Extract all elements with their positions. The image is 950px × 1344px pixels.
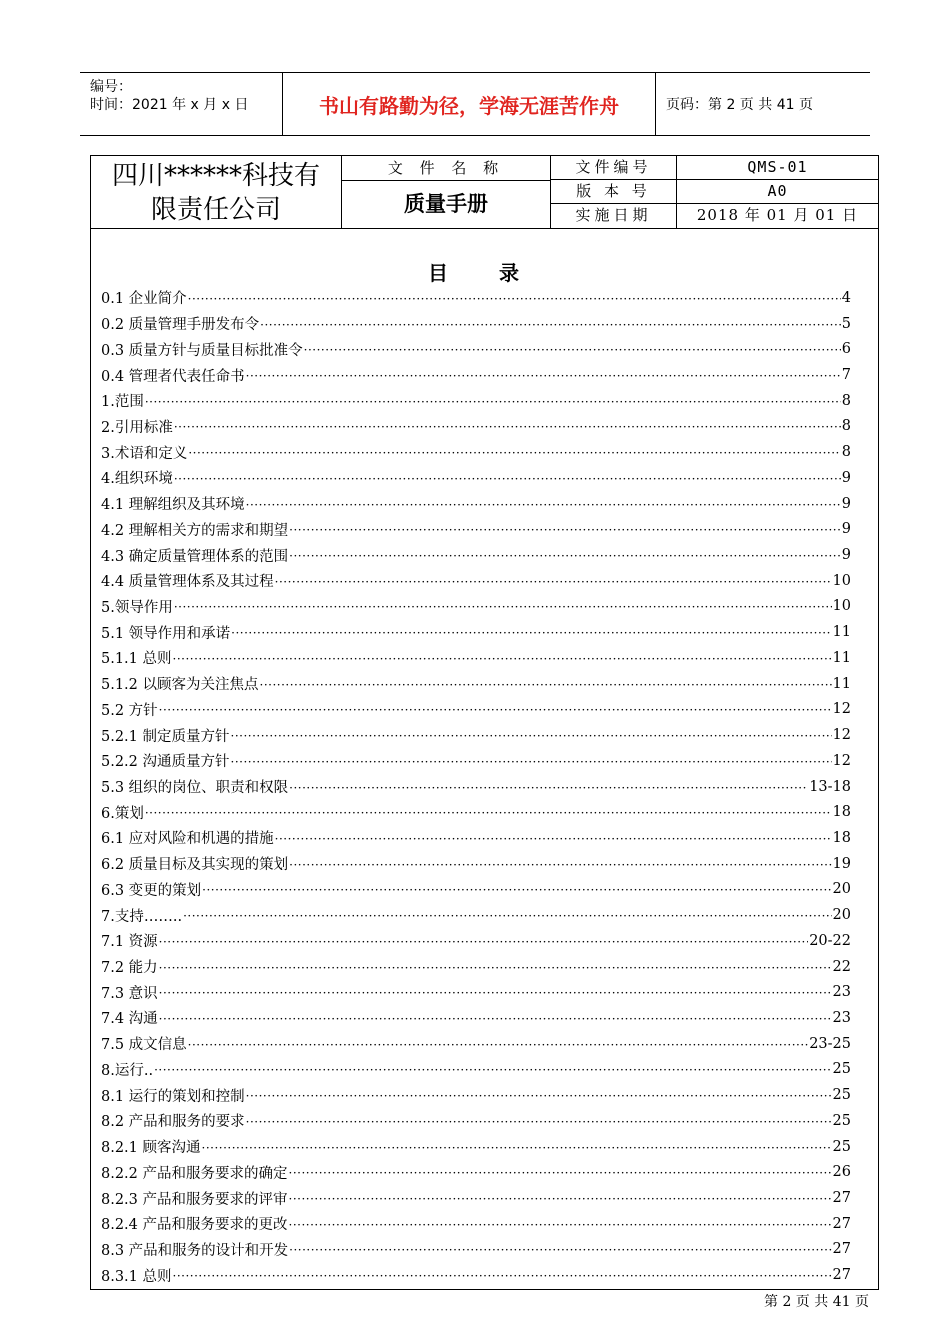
version-label: 版 本 号	[551, 180, 677, 203]
toc-entry-page: 19	[832, 855, 851, 872]
header-motto: 书山有路勤为径，学海无涯苦作舟	[282, 73, 656, 135]
toc-entry-page: 22	[832, 958, 851, 975]
toc-entry[interactable]	[101, 594, 851, 620]
toc-entry-label: 8.2.2 产品和服务要求的确定	[101, 1165, 288, 1182]
toc-entry-page: 26	[832, 1164, 851, 1181]
toc-entry-label: 6.3 变更的策划	[101, 882, 202, 899]
toc-leader-dots	[188, 292, 841, 306]
toc-leader-dots	[246, 498, 841, 512]
toc-entry-page: 8	[841, 444, 851, 461]
toc-entry-label: 4.1 理解组织及其环境	[101, 497, 245, 514]
toc-leader-dots	[275, 575, 832, 589]
toc-leader-dots	[260, 318, 841, 332]
toc-leader-dots	[289, 858, 831, 872]
toc-entry-label: 6.1 应对风险和机遇的措施	[101, 831, 274, 848]
toc-entry[interactable]	[101, 877, 851, 903]
toc-entry-page: 11	[832, 649, 851, 666]
toc-leader-dots	[183, 909, 831, 923]
toc-entry[interactable]	[101, 774, 851, 800]
toc-leader-dots	[173, 652, 832, 666]
toc-leader-dots	[159, 703, 832, 717]
toc-leader-dots	[145, 806, 832, 820]
toc-entry-page: 6	[841, 341, 851, 358]
toc-entry-page: 11	[832, 675, 851, 692]
toc-leader-dots	[174, 472, 841, 486]
toc-entry-label: 8.2.4 产品和服务要求的更改	[101, 1217, 288, 1234]
toc-entry-label: 8.2.3 产品和服务要求的评审	[101, 1191, 288, 1208]
toc-entry-label: 6.策划	[101, 805, 144, 822]
file-number-label: 文件编号	[551, 156, 677, 179]
toc-entry[interactable]	[101, 1262, 851, 1288]
toc-entry-page: 27	[832, 1241, 851, 1258]
toc-entry-page: 23-25	[809, 1035, 851, 1052]
toc-entry-page: 8	[841, 418, 851, 435]
toc-entry-label: 7.3 意识	[101, 985, 158, 1002]
toc-entry[interactable]	[101, 542, 851, 568]
toc-entry-page: 9	[841, 469, 851, 486]
effective-date-label: 实施日期	[551, 204, 677, 228]
toc-entry[interactable]	[101, 568, 851, 594]
toc-leader-dots	[174, 420, 841, 434]
toc-entry-label: 8.运行..	[101, 1062, 154, 1079]
toc-entry-page: 25	[832, 1112, 851, 1129]
toc-leader-dots	[202, 1141, 832, 1155]
toc-entry-page: 27	[832, 1267, 851, 1284]
doc-number-label: 编号：	[90, 79, 132, 95]
toc-entry[interactable]	[101, 799, 851, 825]
toc-entry-page: 8	[841, 392, 851, 409]
toc-entry[interactable]	[101, 1185, 851, 1211]
effective-date-value: 2018 年 01 月 01 日	[696, 206, 859, 224]
toc-entry-label: 7.5 成文信息	[101, 1037, 187, 1054]
toc-entry-page: 12	[832, 752, 851, 769]
toc-leader-dots	[275, 832, 832, 846]
toc-entry[interactable]	[101, 1005, 851, 1031]
file-number-value: QMS-01	[747, 158, 808, 176]
toc-entry[interactable]	[101, 1159, 851, 1185]
toc-entry[interactable]	[101, 516, 851, 542]
toc-entry-label: 5.2.2 沟通质量方针	[101, 754, 230, 771]
toc-entry[interactable]	[101, 362, 851, 388]
toc-entry-label: 8.1 运行的策划和控制	[101, 1088, 245, 1105]
toc-entry-page: 27	[832, 1190, 851, 1207]
page-footer: 第 2 页 共 41 页	[764, 1294, 869, 1310]
toc-entry[interactable]	[101, 388, 851, 414]
toc-entry-page: 18	[832, 829, 851, 846]
toc-entry[interactable]	[101, 1134, 851, 1160]
toc-entry[interactable]	[101, 439, 851, 465]
toc-leader-dots	[260, 678, 832, 692]
toc-entry[interactable]	[101, 336, 851, 362]
toc-leader-dots	[174, 600, 832, 614]
toc-leader-dots	[159, 935, 809, 949]
toc-entry-page: 18	[832, 804, 851, 821]
file-meta-cells	[551, 156, 878, 228]
toc-entry-label: 1.范围	[101, 394, 144, 411]
toc-entry-page: 25	[832, 1138, 851, 1155]
toc-entry-label: 0.4 管理者代表任命书	[101, 368, 245, 385]
toc-entry-page: 20	[832, 881, 851, 898]
version-row	[551, 180, 878, 204]
toc-leader-dots	[202, 883, 831, 897]
toc-entry-page: 25	[832, 1087, 851, 1104]
toc-leader-dots	[246, 369, 841, 383]
toc-leader-dots	[159, 986, 832, 1000]
toc-entry[interactable]	[101, 285, 851, 311]
toc-leader-dots	[289, 1243, 831, 1257]
toc-entry-label: 4.组织环境	[101, 471, 173, 488]
toc-entry-page: 9	[841, 547, 851, 564]
toc-entry-page: 20-22	[809, 932, 851, 949]
toc-entry-label: 3.术语和定义	[101, 445, 188, 462]
company-name	[91, 156, 342, 228]
toc-entry-label: 6.2 质量目标及其实现的策划	[101, 857, 289, 874]
header-meta	[80, 73, 282, 135]
toc-entry[interactable]	[101, 1082, 851, 1108]
toc-leader-dots	[231, 626, 831, 640]
toc-entry-label: 5.1.2 以顾客为关注焦点	[101, 677, 259, 694]
file-number-row	[551, 156, 878, 180]
toc-entry[interactable]	[101, 1237, 851, 1263]
toc-entry-page: 27	[832, 1215, 851, 1232]
file-name-cell	[342, 156, 551, 228]
toc-entry-label: 8.3 产品和服务的设计和开发	[101, 1242, 289, 1259]
toc-leader-dots	[188, 446, 840, 460]
toc-leader-dots	[173, 1269, 832, 1283]
toc-entry[interactable]	[101, 1108, 851, 1134]
toc-entry-page: 10	[832, 572, 851, 589]
toc-leader-dots	[159, 1012, 832, 1026]
toc-entry[interactable]	[101, 671, 851, 697]
toc-entry-label: 5.2.1 制定质量方针	[101, 728, 230, 745]
toc-entry-label: 4.3 确定质量管理体系的范围	[101, 548, 289, 565]
toc-entry[interactable]	[101, 465, 851, 491]
toc-entry[interactable]	[101, 748, 851, 774]
toc-entry-label: 5.3 组织的岗位、职责和权限	[101, 780, 289, 797]
toc-leader-dots	[289, 1166, 832, 1180]
toc-entry[interactable]	[101, 722, 851, 748]
toc-title: 目 录	[428, 261, 541, 285]
table-of-contents	[90, 229, 879, 1290]
toc-entry[interactable]	[101, 491, 851, 517]
doc-time-label: 时间：2021 年 x 月 x 日	[90, 97, 249, 113]
toc-leader-dots	[289, 523, 841, 537]
toc-entry-label: 5.1 领导作用和承诺	[101, 625, 231, 642]
toc-entry[interactable]	[101, 954, 851, 980]
toc-leader-dots	[231, 755, 832, 769]
toc-entry-label: 7.2 能力	[101, 960, 158, 977]
toc-entry[interactable]	[101, 851, 851, 877]
toc-entry-label: 0.1 企业简介	[101, 291, 187, 308]
toc-entry[interactable]	[101, 1211, 851, 1237]
header-page-label: 页码：第 2 页 共 41 页	[666, 97, 813, 113]
toc-entry[interactable]	[101, 697, 851, 723]
toc-entry-label: 7.支持……..	[101, 908, 183, 925]
page-header	[80, 72, 870, 136]
company-name-line-1: 四川******科技有	[111, 161, 320, 191]
toc-entry-label: 8.2 产品和服务的要求	[101, 1114, 245, 1131]
toc-entry-label: 4.4 质量管理体系及其过程	[101, 574, 274, 591]
toc-entry-page: 5	[841, 315, 851, 332]
toc-entry-label: 2.引用标准	[101, 419, 173, 436]
document-info-table	[90, 155, 879, 229]
toc-entry-page: 4	[841, 289, 851, 306]
toc-entry-label: 5.领导作用	[101, 599, 173, 616]
toc-entry-page: 10	[832, 598, 851, 615]
toc-entry-page: 25	[832, 1061, 851, 1078]
toc-entry-page: 11	[832, 624, 851, 641]
toc-leader-dots	[159, 961, 832, 975]
toc-entry-page: 9	[841, 495, 851, 512]
toc-entry-label: 5.2 方针	[101, 702, 158, 719]
toc-leader-dots	[289, 1192, 832, 1206]
toc-entry[interactable]	[101, 414, 851, 440]
effective-date-row	[551, 204, 878, 228]
toc-entry-page: 23	[832, 984, 851, 1001]
file-name-label: 文 件 名 称	[342, 156, 550, 181]
toc-entry[interactable]	[101, 645, 851, 671]
toc-entry-page: 12	[832, 701, 851, 718]
toc-entry-page: 23	[832, 1009, 851, 1026]
toc-entry-label: 5.1.1 总则	[101, 651, 172, 668]
toc-entry-label: 7.4 沟通	[101, 1011, 158, 1028]
toc-leader-dots	[145, 395, 841, 409]
file-name-value: 质量手册	[404, 192, 488, 216]
toc-leader-dots	[289, 781, 808, 795]
toc-leader-dots	[188, 1038, 809, 1052]
toc-entry[interactable]	[101, 928, 851, 954]
toc-entry[interactable]	[101, 1031, 851, 1057]
toc-leader-dots	[289, 1218, 832, 1232]
toc-leader-dots	[154, 1063, 831, 1077]
toc-entry[interactable]	[101, 825, 851, 851]
toc-entry-label: 8.3.1 总则	[101, 1268, 172, 1285]
toc-leader-dots	[304, 343, 841, 357]
version-value: A0	[767, 182, 788, 200]
toc-leader-dots	[246, 1115, 832, 1129]
toc-leader-dots	[289, 549, 841, 563]
toc-entry[interactable]	[101, 311, 851, 337]
toc-entry-page: 9	[841, 521, 851, 538]
toc-entry-label: 4.2 理解相关方的需求和期望	[101, 522, 289, 539]
toc-list	[101, 285, 851, 1288]
toc-leader-dots	[231, 729, 832, 743]
toc-entry[interactable]	[101, 979, 851, 1005]
toc-entry[interactable]	[101, 902, 851, 928]
toc-entry[interactable]	[101, 1057, 851, 1083]
toc-entry-page: 13-18	[809, 778, 851, 795]
toc-entry-page: 20	[832, 907, 851, 924]
toc-leader-dots	[246, 1089, 832, 1103]
toc-entry-page: 7	[841, 367, 851, 384]
toc-entry-label: 7.1 资源	[101, 934, 158, 951]
toc-entry-page: 12	[832, 727, 851, 744]
toc-entry-label: 0.3 质量方针与质量目标批准令	[101, 342, 303, 359]
toc-entry-label: 8.2.1 顾客沟通	[101, 1140, 201, 1157]
toc-entry[interactable]	[101, 619, 851, 645]
toc-entry-label: 0.2 质量管理手册发布令	[101, 317, 260, 334]
company-name-line-2: 限责任公司	[150, 195, 281, 225]
